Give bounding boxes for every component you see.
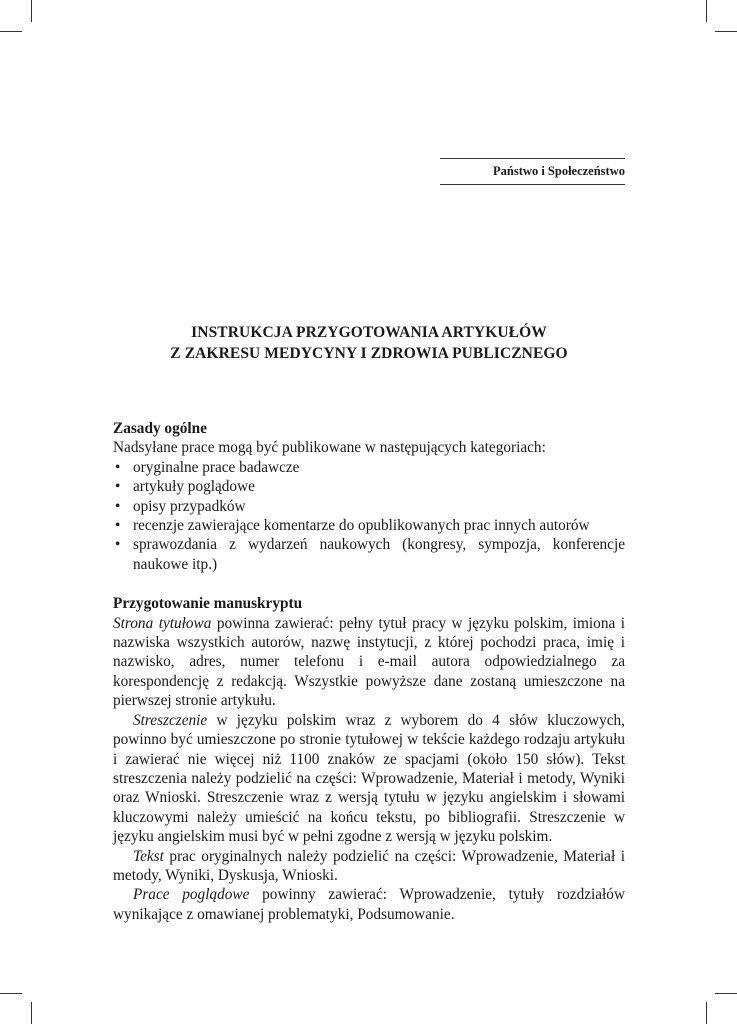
list-item — [113, 535, 625, 574]
bullet-symbol: • — [115, 478, 121, 496]
document-title-line-1: INSTRUKCJA PRZYGOTOWANIA ARTYKUŁÓW — [191, 324, 547, 341]
section-heading-general-rules: Zasady ogólne — [113, 420, 207, 437]
crop-mark-top-left-horizontal — [0, 31, 22, 32]
category-list — [113, 458, 625, 574]
document-title-line-2: Z ZAKRESU MEDYCYNY I ZDROWIA PUBLICZNEGO — [170, 345, 568, 362]
section-heading-manuscript: Przygotowanie manuskryptu — [113, 595, 303, 613]
header-rule-bottom — [440, 184, 625, 185]
paragraph-review-papers-text: powinny zawierać: Wprowadzenie, tytuły rozdziałów wynikające z omawianej problematyki, Podsumowanie. — [113, 886, 626, 923]
section-gap — [113, 574, 625, 594]
crop-mark-top-right-vertical — [706, 0, 707, 22]
bullet-symbol: • — [115, 458, 121, 476]
crop-mark-bottom-left-vertical — [31, 1002, 32, 1024]
document-title — [113, 322, 625, 364]
running-header — [440, 158, 625, 185]
paragraph-abstract — [113, 711, 625, 847]
paragraph-text-body: prac oryginalnych należy podzielić na części: Wprowadzenie, Materiał i metody, Wyniki, Dyskusja, Wnioski. — [113, 847, 625, 884]
crop-mark-bottom-right-vertical — [706, 1002, 707, 1024]
list-item-text: artykuły poglądowe — [133, 478, 255, 496]
term-abstract: Streszczenie — [133, 711, 208, 729]
document-body — [113, 419, 625, 924]
paragraph-abstract-text: w języku polskim wraz z wyborem do 4 słów kluczowych, powinno być umieszczone po stronie tytułowej w tekście każdego rodzaju artykułu i zawierać nie więcej niż 1100 znaków ze spacjami (około 150 słów). Tekst streszczenia należy podzielić na części: Wprowadzenie, Materiał i metody, Wyniki oraz Wnioski. Streszczenie wraz z wersją tytułu w języku angielskim i słowami kluczowymi należy umieścić na końcu tekstu, po bibliografii. Streszczenie w języku angielskim musi być w pełni zgodne z wersją w języku polskim. — [113, 711, 625, 846]
crop-mark-bottom-left-horizontal — [0, 993, 22, 994]
bullet-symbol: • — [115, 497, 121, 515]
bullet-symbol: • — [115, 517, 121, 535]
paragraph-title-page — [113, 614, 625, 711]
term-review-papers: Prace poglądowe — [133, 886, 250, 904]
paragraph-title-page-text: powinna zawierać: pełny tytuł pracy w języku polskim, imiona i nazwiska wszystkich autorów, nazwę instytucji, z której pochodzi praca, imię i nazwisko, adres, numer telefonu i e-mail autora odpowiedzialnego za korespondencję z redakcją. Wszystkie powyższe dane zostaną umieszczone na pierwszej stronie artykułu. — [113, 614, 625, 710]
list-item-text: opisy przypadków — [133, 497, 246, 515]
list-item — [113, 497, 625, 516]
bullet-symbol: • — [115, 536, 121, 554]
paragraph-review-papers — [113, 885, 625, 924]
paragraph-text — [113, 847, 625, 886]
crop-mark-top-right-horizontal — [715, 31, 737, 32]
journal-title: Państwo i Społeczeństwo — [493, 164, 625, 178]
list-item — [113, 458, 625, 477]
crop-mark-top-left-vertical — [31, 0, 32, 22]
list-item — [113, 516, 625, 535]
term-text: Tekst — [133, 847, 164, 865]
list-item — [113, 477, 625, 496]
term-title-page: Strona tytułowa — [113, 614, 212, 632]
list-item-text: recenzje zawierające komentarze do opublikowanych prac innych autorów — [133, 517, 590, 535]
crop-mark-bottom-right-horizontal — [715, 993, 737, 994]
list-item-text: sprawozdania z wydarzeń naukowych (kongresy, sympozja, konferencje naukowe itp.) — [133, 536, 625, 573]
list-item-text: oryginalne prace badawcze — [133, 458, 300, 476]
general-rules-intro: Nadsyłane prace mogą być publikowane w następujących kategoriach: — [113, 439, 546, 457]
